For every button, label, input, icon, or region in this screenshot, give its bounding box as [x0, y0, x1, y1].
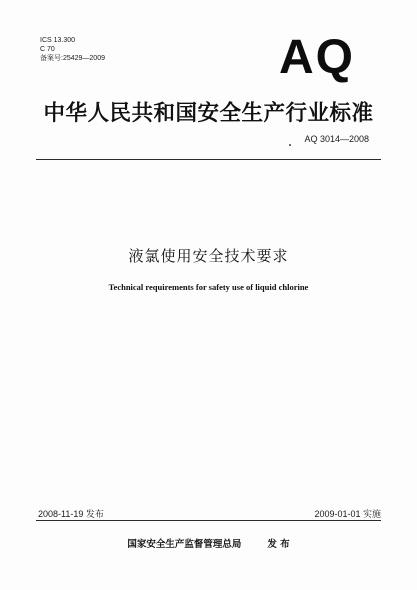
- publish-action: 发 布: [267, 539, 290, 550]
- publisher-line: [0, 536, 417, 550]
- ics-code: ICS 13.300: [40, 37, 76, 44]
- standard-category-title: 中华人民共和国安全生产行业标准: [43, 101, 374, 126]
- scan-speck: [289, 144, 291, 146]
- top-divider: [36, 159, 381, 160]
- ccs-code: C 70: [40, 46, 55, 53]
- issue-date: 2008-11-19 发布: [38, 509, 104, 519]
- implementation-date: 2009-01-01 实施: [314, 509, 381, 519]
- publisher-name: 国家安全生产监督管理总局: [127, 539, 242, 550]
- classification-block: [40, 36, 105, 63]
- bottom-divider: [36, 520, 381, 521]
- aq-logo: AQ: [279, 31, 355, 84]
- document-title-english: Technical requirements for safety use of liquid chlorine: [108, 282, 309, 292]
- document-title-chinese: 液氯使用安全技术要求: [128, 247, 289, 265]
- standard-code: AQ 3014—2008: [304, 134, 369, 144]
- record-number: 备案号:25429—2009: [40, 55, 105, 62]
